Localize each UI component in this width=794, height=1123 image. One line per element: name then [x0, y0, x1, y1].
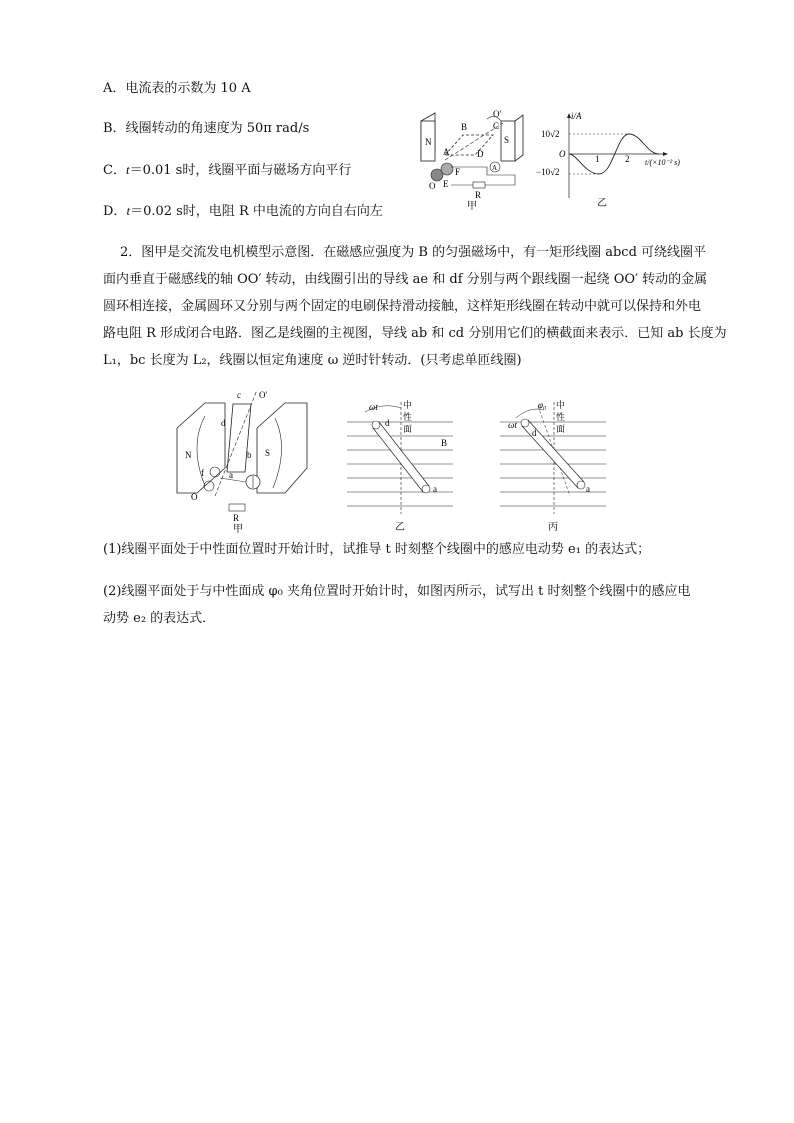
label-n: N — [425, 137, 432, 147]
label-r: R — [475, 190, 482, 200]
x-tick-2: 2 — [625, 154, 630, 164]
conductor-a — [577, 481, 585, 489]
label-a: a — [586, 484, 590, 494]
label-e: E — [443, 179, 449, 189]
neutral-char: 性 — [403, 413, 413, 423]
neutral-char: 性 — [556, 413, 566, 423]
caption-yi: 乙 — [597, 198, 607, 209]
label-s: S — [504, 135, 510, 145]
conductor-d — [521, 419, 529, 427]
q2-line-1: 2．图甲是交流发电机模型示意图．在磁感应强度为 B 的匀强磁场中，有一矩形线圈 abcd 可绕线圈平 — [120, 245, 707, 260]
neutral-char: 中 — [403, 401, 413, 411]
ammeter-label: A — [492, 164, 498, 172]
q2-figure-yi — [345, 396, 463, 533]
caption-jia: 甲 — [233, 524, 243, 533]
var-t: t — [126, 203, 131, 218]
option-text: 电流表的示数为 10 A — [125, 81, 251, 96]
label-c: c — [237, 390, 241, 400]
label-f: f — [201, 468, 204, 478]
q1-figure-jia — [415, 105, 535, 210]
option-text: 线圈转动的角速度为 50π rad/s — [125, 121, 310, 136]
field-lines — [500, 422, 606, 506]
label-a: a — [229, 470, 233, 480]
option-letter: D． — [103, 204, 127, 219]
label-o: O — [191, 492, 198, 502]
neutral-char: 中 — [556, 401, 566, 411]
y-tick-neg: −10√2 — [536, 167, 560, 177]
caption-jia: 甲 — [467, 201, 477, 210]
q2-line-5: L₁，bc 长度为 L₂，线圈以恒定角速度 ω 逆时针转动．(只考虑单匝线圈) — [103, 353, 522, 368]
label-c: C — [493, 121, 500, 131]
option-letter: B． — [103, 121, 126, 136]
label-f: F — [455, 167, 461, 177]
omega-t-label: ωt — [369, 402, 378, 412]
q2-line-2: 面内垂直于磁感线的轴 OO′ 转动，由线圈引出的导线 ae 和 df 分别与两个跟线圈一起绕 OO′ 转动的金属 — [103, 272, 708, 287]
magnet-s-side — [515, 115, 523, 161]
field-lines — [347, 422, 453, 506]
neutral-char: 面 — [403, 425, 413, 435]
sub-question-2-line-1: (2)线圈平面处于与中性面成 φ₀ 夹角位置时开始计时，如图丙所示，试写出 t 时刻整个线圈中的感应电 — [103, 584, 691, 599]
sub-question-1: (1)线圈平面处于中性面位置时开始计时，试推导 t 时刻整个线圈中的感应电动势 e₁ 的表达式； — [103, 542, 651, 557]
q2-line-3: 圆环相连接，金属圆环又分别与两个固定的电刷保持滑动接触，这样矩形线圈在转动中就可以保持和外电 — [103, 299, 702, 314]
q1-figure-yi — [535, 110, 705, 210]
option-letter: A． — [103, 81, 126, 96]
label-d: d — [385, 418, 390, 428]
option-c — [103, 160, 351, 181]
label-b: B — [441, 438, 448, 448]
slip-ring — [441, 163, 453, 175]
resistor-icon — [229, 504, 245, 511]
label-d: d — [532, 428, 537, 438]
label-a: a — [433, 484, 437, 494]
x-axis-arrow — [663, 152, 668, 156]
x-axis-label: t/(×10⁻² s) — [645, 158, 680, 167]
q2-figure-bing — [498, 396, 616, 533]
caption-bing: 丙 — [548, 522, 558, 533]
option-b — [103, 119, 309, 139]
phi0-label: φ₀ — [538, 400, 547, 410]
conductor-d — [372, 421, 380, 429]
q2-figure-jia — [175, 388, 315, 533]
caption-yi: 乙 — [395, 522, 405, 533]
q2-line-4: 路电阻 R 形成闭合电路．图乙是线圈的主视图，导线 ab 和 cd 分别用它们的横截面来表示．已知 ab 长度为 — [103, 326, 727, 341]
y-axis-label: i/A — [571, 111, 582, 121]
conductor-a — [422, 485, 430, 493]
label-a: A — [443, 147, 450, 157]
option-letter: C． — [103, 163, 126, 178]
omega-t-label: ωt — [508, 420, 517, 430]
label-b: B — [461, 122, 468, 132]
sub-question-2-line-2: 动势 e₂ 的表达式． — [103, 611, 216, 626]
option-text: ＝0.02 s时，电阻 R 中电流的方向自右向左 — [130, 204, 383, 219]
label-s: S — [265, 448, 271, 458]
x-tick-1: 1 — [595, 154, 600, 164]
label-o-prime: O′ — [493, 109, 502, 119]
circuit-wire — [220, 478, 246, 482]
label-r: R — [233, 513, 240, 523]
label-d: d — [221, 418, 226, 428]
label-d: D — [477, 149, 484, 159]
label-b: b — [247, 450, 252, 460]
coil — [445, 135, 493, 155]
magnet-n — [177, 403, 225, 493]
y-tick-pos: 10√2 — [541, 129, 560, 139]
label-o-prime: O′ — [259, 390, 268, 400]
origin-label: O — [559, 149, 566, 159]
option-d — [103, 201, 383, 222]
label-n: N — [185, 450, 192, 460]
label-o: O — [429, 181, 436, 191]
option-a — [103, 79, 251, 99]
resistor-icon — [473, 182, 485, 188]
var-t: t — [125, 162, 130, 177]
neutral-char: 面 — [556, 425, 566, 435]
option-text: ＝0.01 s时，线圈平面与磁场方向平行 — [129, 163, 352, 178]
omega-arc — [516, 409, 544, 418]
